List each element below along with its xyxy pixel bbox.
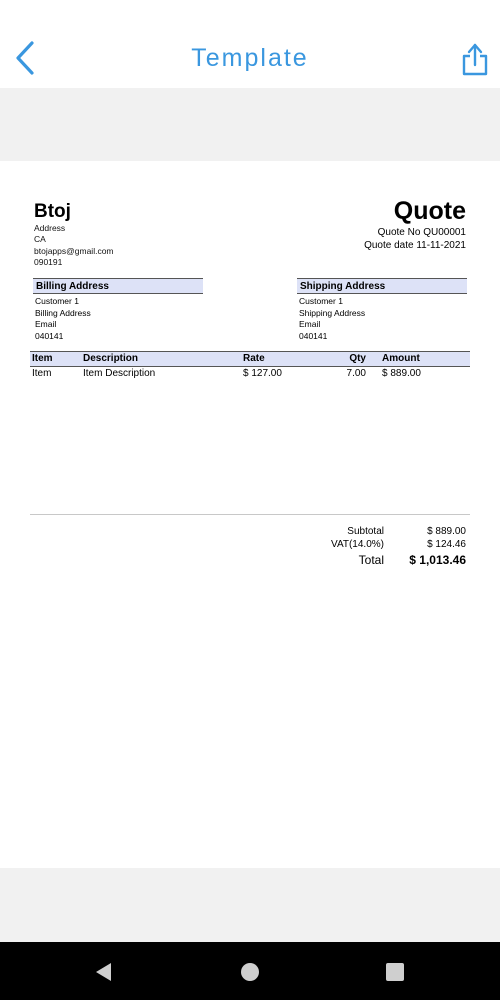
quote-document <box>0 161 500 868</box>
column-header-qty: Qty <box>349 353 366 364</box>
vat-row <box>0 539 500 552</box>
company-name: Btoj <box>34 201 71 222</box>
company-address: Address <box>34 223 66 233</box>
page-title: Template <box>191 44 309 72</box>
company-region: CA <box>34 234 46 245</box>
billing-phone: 040141 <box>35 331 64 342</box>
system-recents-button[interactable] <box>383 960 407 984</box>
row-qty: 7.00 <box>346 368 366 379</box>
totals-divider <box>30 514 470 515</box>
billing-address-line: Billing Address <box>35 307 91 318</box>
app-bar <box>0 0 500 88</box>
document-title: Quote <box>393 197 466 225</box>
shipping-customer-name: Customer 1 <box>299 296 343 306</box>
total-row <box>0 553 500 569</box>
billing-email: Email <box>35 319 57 330</box>
column-header-amount: Amount <box>382 353 420 364</box>
square-recents-icon <box>383 960 407 984</box>
total-value: $ 1,013.46 <box>409 553 466 567</box>
quote-date: Quote date 11-11-2021 <box>364 239 466 251</box>
system-navigation-bar <box>0 942 500 1000</box>
subtotal-label: Subtotal <box>347 526 384 537</box>
items-table-header <box>30 351 470 367</box>
company-details <box>34 223 114 268</box>
quote-meta <box>364 227 466 252</box>
vat-label: VAT(14.0%) <box>331 539 384 550</box>
company-phone: 090191 <box>34 256 63 267</box>
billing-address-block <box>33 278 203 343</box>
subtotal-value: $ 889.00 <box>427 526 466 537</box>
system-back-button[interactable] <box>92 960 116 984</box>
row-rate: $ 127.00 <box>243 368 282 379</box>
subtotal-row <box>0 526 500 539</box>
quote-number: Quote No QU00001 <box>377 227 466 238</box>
row-description: Item Description <box>83 368 156 379</box>
row-amount: $ 889.00 <box>382 368 421 379</box>
share-button[interactable] <box>456 38 494 80</box>
preview-margin-top <box>0 88 500 161</box>
column-header-description: Description <box>83 353 139 364</box>
circle-home-icon <box>238 960 262 984</box>
triangle-back-icon <box>92 960 116 984</box>
shipping-phone: 040141 <box>299 331 328 342</box>
column-header-rate: Rate <box>243 353 265 364</box>
vat-value: $ 124.46 <box>427 539 466 550</box>
items-table <box>30 351 470 382</box>
company-email: btojapps@gmail.com <box>34 245 114 256</box>
billing-customer-name: Customer 1 <box>35 296 79 306</box>
share-icon <box>456 38 494 80</box>
totals-section <box>0 526 500 569</box>
shipping-address-line: Shipping Address <box>299 307 366 318</box>
shipping-address-block <box>297 278 467 343</box>
billing-address-heading: Billing Address <box>33 278 203 294</box>
table-row <box>30 367 470 382</box>
preview-margin-bottom <box>0 868 500 942</box>
column-header-item: Item <box>32 353 53 364</box>
system-home-button[interactable] <box>238 960 262 984</box>
row-item: Item <box>32 368 52 379</box>
shipping-email: Email <box>299 319 321 330</box>
shipping-address-heading: Shipping Address <box>297 278 467 294</box>
total-label: Total <box>358 553 384 567</box>
